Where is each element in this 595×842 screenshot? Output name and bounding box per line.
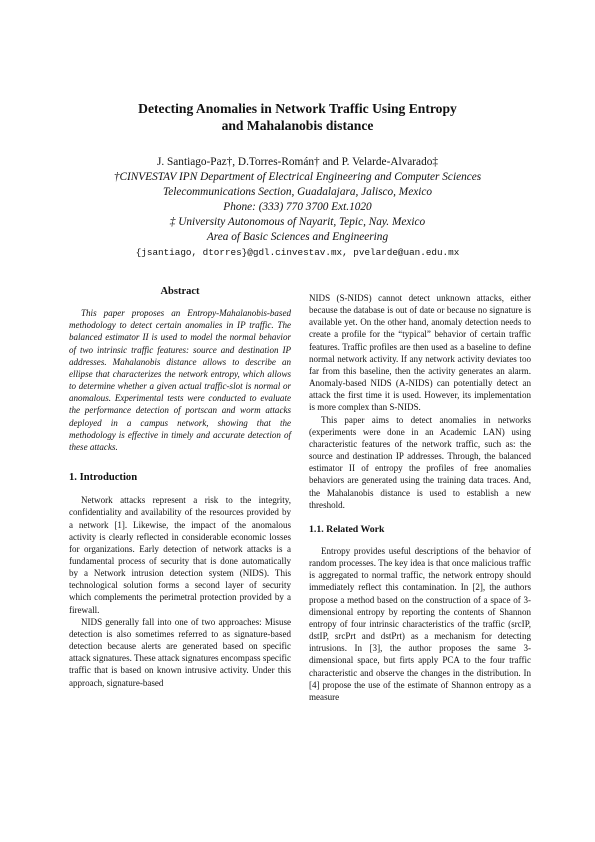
author-names: J. Santiago-Paz†, D.Torres-Román† and P. Velarde-Alvarado‡: [156, 156, 439, 168]
intro-paragraph-2-continued: NIDS (S-NIDS) cannot detect unknown attacks, either because the database is out of date or because no signature is available yet. On the other hand, anomaly detection needs to create a profile for the “typical” behavior of certain traffic features. Traffic profiles are then used as a baseline to define normal network activity. If any network activity deviates too far from this baseline, then the activity generates an alarm. Anomaly-based NIDS (A-NIDS) can potentially detect an attack the first time it is used. However, its implementation is more complex than S-NIDS.: [309, 293, 531, 413]
affiliation-1-line-3: Phone: (333) 770 3700 Ext.1020: [223, 201, 372, 213]
paper-title: [60, 100, 535, 134]
author-emails: {jsantiago, dtorres}@gdl.cinvestav.mx, pvelarde@uan.edu.mx: [135, 247, 460, 258]
affiliation-2-line-1: ‡ University Autonomous of Nayarit, Tepic, Nay. Mexico: [169, 216, 426, 228]
title-line-2: and Mahalanobis distance: [221, 118, 374, 133]
affiliation-2-line-2: Area of Basic Sciences and Engineering: [206, 231, 389, 243]
title-line-1: Detecting Anomalies in Network Traffic Using Entropy: [138, 101, 457, 116]
right-column: [309, 292, 531, 703]
intro-paragraph-3: This paper aims to detect anomalies in networks (experiments were done in an Academic LAN) using characteristic features of the network traffic, such as: the source and destination IP addresses. Through, the balanced estimator II of entropy the profiles of free anomalies behaviors are generated using the training data traces. And, the Mahalanobis distance is used to establish a new threshold.: [309, 414, 531, 510]
introduction-heading: 1. Introduction: [69, 472, 138, 484]
left-column: [69, 286, 291, 689]
abstract-heading: Abstract: [160, 286, 200, 297]
affiliation-1-line-2: Telecommunications Section, Guadalajara, Jalisco, Mexico: [162, 186, 433, 198]
intro-paragraph-2: NIDS generally fall into one of two approaches: Misuse detection is also sometimes referred to as signature-based detection because alerts are generated based on specific attack signatures. These attack signatures encompass specific traffic that is based on known intrusive activity. Under this approach, signature-based: [69, 616, 291, 688]
intro-paragraph-1: Network attacks represent a risk to the integrity, confidentiality and availability of the resources provided by a network [1]. Likewise, the impact of the anomalous activity is clearly reflected in considerable economic losses for organizations. Early detection of network attacks is a fundamental process of security that is done automatically by a Network intrusion detection system (NIDS). This technological solution forms a second layer of security which complements the perimetral protection provided by a firewall.: [69, 495, 291, 615]
abstract-text: This paper proposes an Entropy-Mahalanobis-based methodology to detect certain anomalies in IP traffic. The balanced estimator II is used to model the normal behavior of two intrinsic traffic features: source and destination IP addresses. Mahalanobis distance allows to describe an ellipse that characterizes the network entropy, which allows to determine whether a given actual traffic-slot is normal or anomalous. Experimental tests were conducted to evaluate the performance detection of portscan and worm attacks deployed in a campus network, showing that the methodology is effective in timely and accurate detection of these attacks.: [69, 308, 291, 452]
related-work-paragraph-1: Entropy provides useful descriptions of the behavior of random processes. The key idea is that once malicious traffic is aggregated to normal traffic, the network entropy should immediately reflect this contamination. In [2], the authors propose a method based on the construction of a space of 3-dimensional entropy by reporting the contents of Shannon entropy of four intrinsic characteristics of the traffic (srcIP, dstIP, srcPrt and dstPrt) as a mechanism for detecting intrusions. In [3], the author proposes the same 3-dimensional space, but firts apply PCA to the four traffic characteristic and observe the changes in the distribution. In [4] propose the use of the estimate of Shannon entropy as a measure: [309, 545, 531, 702]
related-work-heading: 1.1. Related Work: [309, 523, 385, 535]
affiliation-1-line-1: †CINVESTAV IPN Department of Electrical Engineering and Computer Sciences: [113, 171, 482, 183]
author-block: [60, 155, 535, 260]
